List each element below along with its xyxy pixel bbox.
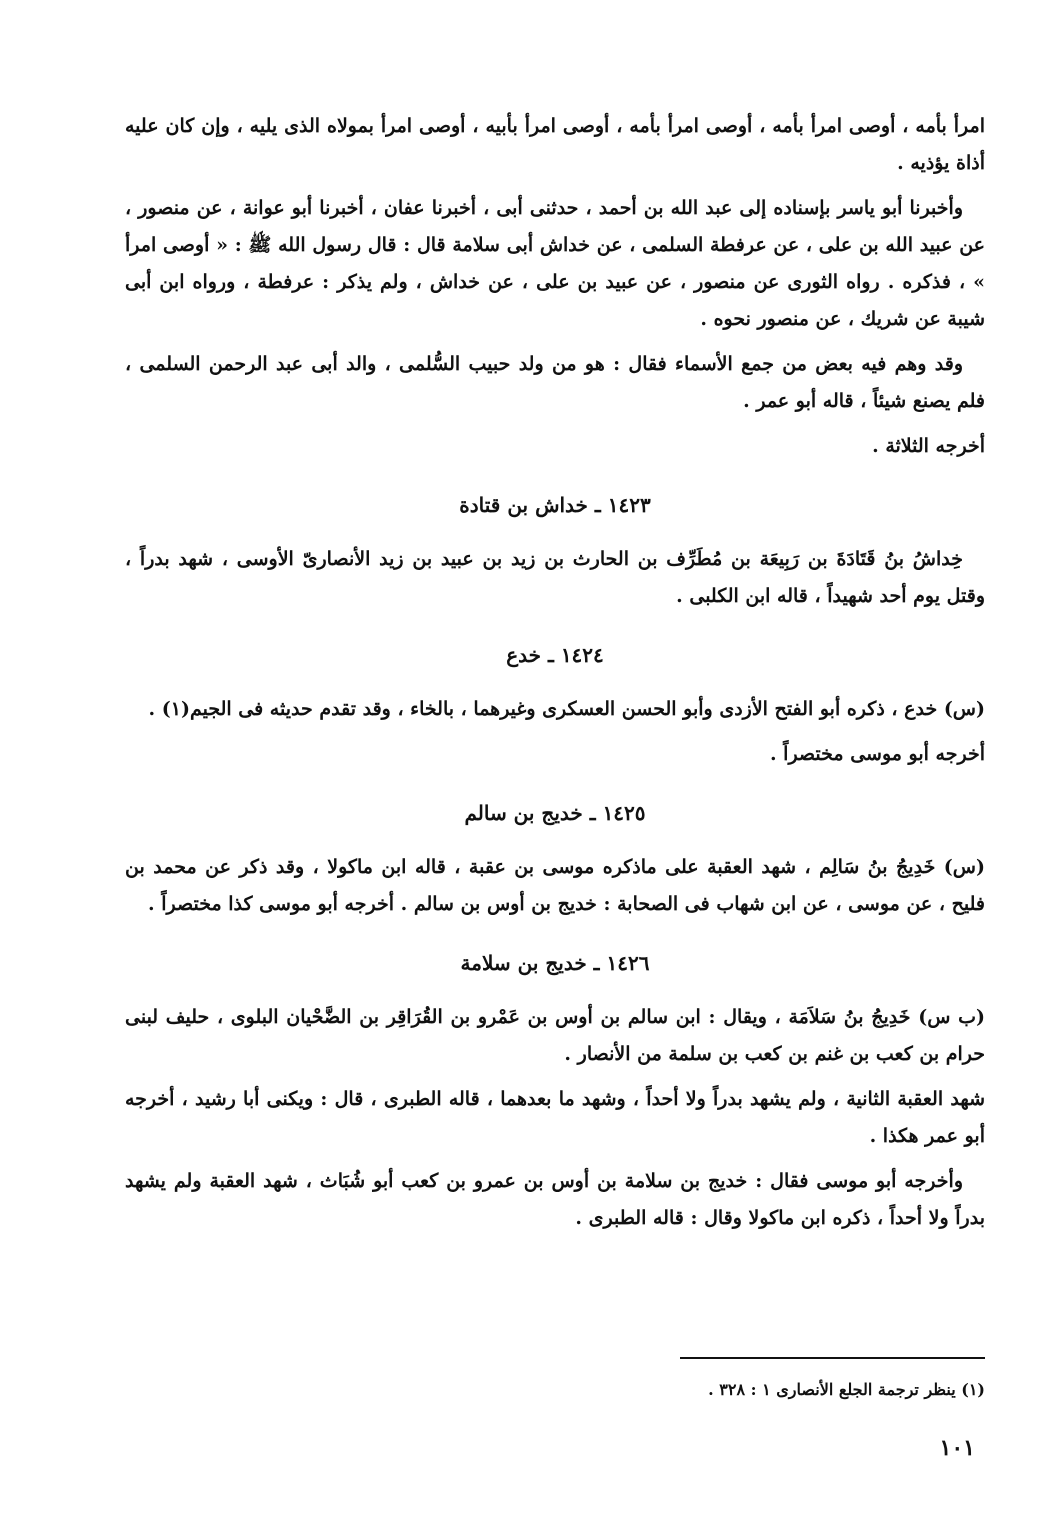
intro-paragraph-2: وأخبرنا أبو ياسر بإسناده إلى عبد الله بن أحمد ، حدثنى أبى ، أخبرنا عفان ، أخبرنا أبو عوانة ، عن منصور ، عن عبيد الله بن على ، عن عرفطة السلمى ، عن خداش أبى سلامة قال : قال رسول الله ﷺ : « أوصى امرأ » ، فذكره . رواه الثورى عن منصور ، عن عبيد بن على ، عن خداش ، ولم يذكر : عرفطة ، ورواه ابن أبى شيبة عن شريك ، عن منصور نحوه . bbox=[125, 197, 985, 330]
entry-heading-1423: ١٤٢٣ ـ خداش بن قتادة bbox=[459, 493, 651, 517]
entry-heading-1425: ١٤٢٥ ـ خديج بن سالم bbox=[464, 801, 646, 825]
intro-paragraph-3: وقد وهم فيه بعض من جمع الأسماء فقال : هو من ولد حبيب السُّلمى ، والد أبى عبد الرحمن السلمى ، فلم يصنع شيئاً ، قاله أبو عمر . bbox=[125, 353, 985, 412]
entry-heading-1424: ١٤٢٤ ـ خدع bbox=[506, 643, 604, 667]
entry-1424-source: أخرجه أبو موسى مختصراً . bbox=[769, 743, 985, 765]
entry-heading-1426: ١٤٢٦ ـ خديج بن سلامة bbox=[460, 951, 650, 975]
intro-paragraph-1: امرأ بأمه ، أوصى امرأ بأمه ، أوصى امرأ بأمه ، أوصى امرأ بأبيه ، أوصى امرأ بمولاه الذى يليه ، وإن كان عليه أذاة يؤذيه . bbox=[125, 115, 985, 174]
entry-1426-paragraph-2: شهد العقبة الثانية ، ولم يشهد بدراً ولا أحداً ، وشهد ما بعدهما ، قاله الطبرى ، قال : ويكنى أبا رشيد ، أخرجه أبو عمر هكذا . bbox=[125, 1088, 985, 1147]
intro-closing: أخرجه الثلاثة . bbox=[872, 435, 985, 457]
entry-1424-paragraph: (س) خدع ، ذكره أبو الفتح الأزدى وأبو الحسن العسكرى وغيرهما ، بالخاء ، وقد تقدم حديثه فى الجيم(١) . bbox=[148, 698, 985, 720]
entry-1423-paragraph: خِداشُ بنُ قَتَادَةَ بن رَبِيعَة بن مُطَرِّف بن الحارث بن زيد بن عبيد بن زيد الأنصارىّ الأوسى ، شهد بدراً ، وقتل يوم أحد شهيداً ، قاله ابن الكلبى . bbox=[125, 548, 985, 607]
entry-1426-paragraph-1: (ب س) خَدِيجُ بنُ سَلاَمَة ، ويقال : ابن سالم بن أوس بن عَمْرو بن القُرَاقِر بن الضَّحْيان البلوى ، حليف لبنى حرام بن كعب بن غنم بن كعب بن سلمة من الأنصار . bbox=[125, 1006, 985, 1065]
main-text-column bbox=[125, 108, 985, 1245]
page-number: ١٠١ bbox=[939, 1435, 975, 1461]
entry-1425-paragraph: (س) خَدِيجُ بنُ سَالِم ، شهد العقبة على ماذكره موسى بن عقبة ، قاله ابن ماكولا ، وقد ذكر عن محمد بن فليح ، عن موسى ، عن ابن شهاب فى الصحابة : خديج بن أوس بن سالم . أخرجه أبو موسى كذا مختصراً . bbox=[125, 856, 985, 915]
footnote: (١) ينظر ترجمة الجلع الأنصارى ١ : ٣٢٨ . bbox=[708, 1380, 985, 1399]
footnote-divider bbox=[680, 1357, 985, 1359]
entry-1426-paragraph-3: وأخرجه أبو موسى فقال : خديج بن سلامة بن أوس بن عمرو بن كعب أبو شُبَاث ، شهد العقبة ولم يشهد بدراً ولا أحداً ، ذكره ابن ماكولا وقال : قاله الطبرى . bbox=[125, 1170, 985, 1229]
